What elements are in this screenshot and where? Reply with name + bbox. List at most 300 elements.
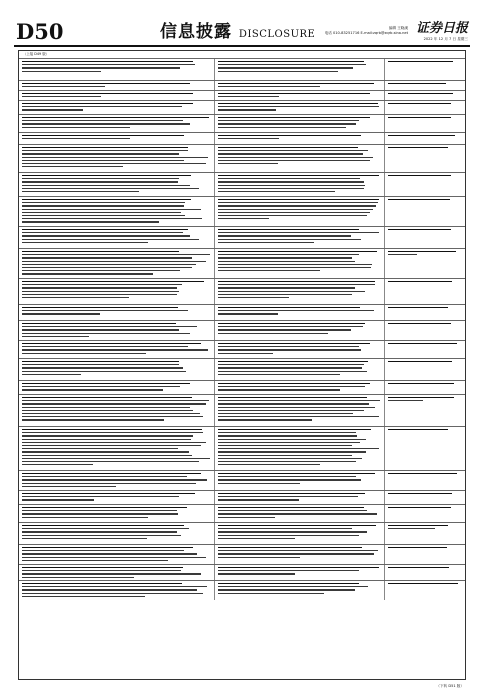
- text-line: [218, 403, 369, 404]
- text-line: [218, 64, 366, 65]
- text-line: [388, 343, 457, 344]
- text-line: [218, 239, 361, 240]
- text-line: [22, 464, 93, 465]
- text-line: [218, 367, 362, 368]
- text-line: [22, 361, 179, 362]
- text-line: [218, 185, 365, 186]
- text-line: [388, 507, 451, 508]
- shareholder-info-cell: [19, 249, 215, 278]
- text-line: [22, 135, 184, 136]
- text-line: [218, 294, 352, 295]
- table-row: [19, 304, 465, 320]
- text-line: [218, 419, 312, 420]
- shareholder-info-cell: [19, 133, 215, 144]
- text-line: [22, 147, 188, 148]
- text-line: [22, 83, 190, 84]
- text-line: [218, 123, 356, 124]
- table-row: [19, 196, 465, 226]
- table-row: [19, 100, 465, 114]
- text-line: [388, 583, 458, 584]
- text-line: [22, 593, 203, 594]
- text-line: [218, 109, 276, 110]
- text-line: [218, 209, 373, 210]
- text-line: [388, 135, 455, 136]
- editor-meta: [325, 26, 408, 36]
- text-line: [388, 93, 453, 94]
- text-line: [218, 270, 320, 271]
- text-line: [218, 535, 359, 536]
- shareholder-info-cell: [19, 279, 215, 304]
- text-line: [22, 64, 195, 65]
- text-line: [22, 232, 183, 233]
- text-line: [22, 242, 148, 243]
- text-line: [218, 499, 299, 500]
- text-line: [22, 586, 207, 587]
- text-line: [22, 573, 201, 574]
- text-line: [218, 445, 352, 446]
- table-row: [19, 544, 465, 564]
- text-line: [218, 435, 357, 436]
- text-line: [22, 547, 193, 548]
- text-line: [22, 313, 100, 314]
- header-rule: [14, 45, 470, 47]
- text-line: [218, 383, 370, 384]
- table-row: [19, 394, 465, 426]
- disclosure-info-cell: [215, 523, 385, 544]
- table-row: [19, 144, 465, 172]
- text-line: [22, 185, 190, 186]
- remark-cell: [385, 173, 465, 196]
- text-line: [22, 273, 153, 274]
- text-line: [22, 294, 177, 295]
- text-line: [218, 550, 378, 551]
- text-line: [218, 593, 324, 594]
- text-line: [22, 458, 210, 459]
- text-line: [218, 517, 275, 518]
- shareholder-info-cell: [19, 381, 215, 394]
- table-heading: （上接 D49 版）: [23, 52, 50, 56]
- text-line: [218, 254, 359, 255]
- text-line: [22, 577, 134, 578]
- disclosure-info-cell: [215, 581, 385, 600]
- text-line: [22, 483, 196, 484]
- remark-cell: [385, 341, 465, 358]
- shareholder-info-cell: [19, 359, 215, 380]
- text-line: [22, 218, 202, 219]
- remark-cell: [385, 133, 465, 144]
- text-line: [218, 346, 359, 347]
- text-line: [22, 476, 187, 477]
- text-line: [218, 476, 356, 477]
- shareholder-info-cell: [19, 395, 215, 426]
- text-line: [218, 202, 378, 203]
- table-row: [19, 504, 465, 522]
- text-line: [22, 202, 185, 203]
- text-line: [22, 367, 183, 368]
- text-line: [22, 583, 182, 584]
- text-line: [218, 232, 379, 233]
- text-line: [22, 513, 178, 514]
- text-line: [22, 435, 193, 436]
- text-line: [218, 510, 367, 511]
- text-line: [218, 407, 375, 408]
- page-number: D50: [16, 19, 64, 44]
- text-line: [22, 510, 177, 511]
- disclosure-info-cell: [215, 173, 385, 196]
- text-line: [218, 547, 362, 548]
- text-line: [22, 254, 210, 255]
- text-line: [388, 528, 435, 529]
- text-line: [218, 455, 352, 456]
- text-line: [22, 507, 187, 508]
- text-line: [22, 323, 176, 324]
- text-line: [218, 229, 359, 230]
- table-row: [19, 320, 465, 340]
- text-line: [388, 429, 448, 430]
- disclosure-info-cell: [215, 197, 385, 226]
- text-line: [218, 147, 358, 148]
- text-line: [22, 267, 192, 268]
- text-line: [22, 403, 206, 404]
- remark-cell: [385, 395, 465, 426]
- disclosure-table: [18, 50, 466, 680]
- text-line: [218, 400, 380, 401]
- text-line: [22, 191, 139, 192]
- text-line: [218, 448, 379, 449]
- text-line: [22, 215, 185, 216]
- text-line: [22, 496, 179, 497]
- text-line: [218, 150, 368, 151]
- remark-cell: [385, 359, 465, 380]
- text-line: [22, 329, 179, 330]
- text-line: [218, 93, 370, 94]
- text-line: [218, 181, 364, 182]
- remark-cell: [385, 491, 465, 504]
- text-line: [218, 361, 368, 362]
- text-line: [218, 117, 370, 118]
- text-line: [22, 473, 201, 474]
- text-line: [22, 445, 201, 446]
- remark-cell: [385, 565, 465, 580]
- text-line: [22, 553, 197, 554]
- text-line: [218, 479, 361, 480]
- disclosure-info-cell: [215, 133, 385, 144]
- table-row: [19, 132, 465, 144]
- remark-cell: [385, 581, 465, 600]
- text-line: [218, 251, 377, 252]
- shareholder-info-cell: [19, 471, 215, 490]
- text-line: [22, 432, 203, 433]
- text-line: [388, 383, 454, 384]
- shareholder-info-cell: [19, 59, 215, 80]
- table-row: [19, 580, 465, 600]
- disclosure-info-cell: [215, 395, 385, 426]
- text-line: [22, 284, 182, 285]
- text-line: [22, 61, 193, 62]
- text-line: [22, 455, 192, 456]
- shareholder-info-cell: [19, 81, 215, 90]
- text-line: [218, 493, 365, 494]
- disclosure-info-cell: [215, 227, 385, 248]
- text-line: [218, 178, 360, 179]
- disclosure-info-cell: [215, 565, 385, 580]
- text-line: [22, 157, 208, 158]
- section-title-en: DISCLOSURE: [238, 29, 316, 40]
- text-line: [218, 397, 367, 398]
- text-line: [388, 83, 446, 84]
- text-line: [388, 229, 451, 230]
- table-row: [19, 380, 465, 394]
- disclosure-info-cell: [215, 471, 385, 490]
- shareholder-info-cell: [19, 227, 215, 248]
- text-line: [218, 71, 338, 72]
- text-line: [22, 374, 81, 375]
- text-line: [22, 96, 101, 97]
- text-line: [218, 513, 377, 514]
- text-line: [22, 364, 179, 365]
- text-line: [22, 205, 184, 206]
- text-line: [218, 106, 379, 107]
- continuation-note: （下转 D51 版）: [436, 684, 464, 688]
- text-line: [22, 531, 177, 532]
- text-line: [218, 410, 364, 411]
- disclosure-info-cell: [215, 427, 385, 470]
- text-line: [22, 397, 192, 398]
- text-line: [218, 439, 366, 440]
- table-row: [19, 172, 465, 196]
- text-line: [218, 264, 372, 265]
- text-line: [388, 117, 451, 118]
- shareholder-info-cell: [19, 581, 215, 600]
- shareholder-info-cell: [19, 173, 215, 196]
- remark-cell: [385, 523, 465, 544]
- text-line: [218, 67, 353, 68]
- text-line: [218, 429, 371, 430]
- text-line: [218, 461, 356, 462]
- text-line: [22, 103, 193, 104]
- text-line: [218, 242, 314, 243]
- text-line: [218, 287, 355, 288]
- disclosure-info-cell: [215, 115, 385, 132]
- text-line: [388, 61, 453, 62]
- shareholder-info-cell: [19, 491, 215, 504]
- text-line: [388, 251, 456, 252]
- text-line: [22, 257, 192, 258]
- text-line: [22, 343, 201, 344]
- text-line: [22, 307, 178, 308]
- text-line: [388, 175, 451, 176]
- text-line: [22, 486, 116, 487]
- text-line: [22, 150, 188, 151]
- text-line: [218, 525, 376, 526]
- text-line: [388, 361, 452, 362]
- text-line: [22, 270, 180, 271]
- text-line: [22, 353, 146, 354]
- text-line: [218, 138, 279, 139]
- disclosure-info-cell: [215, 341, 385, 358]
- text-line: [218, 374, 340, 375]
- text-line: [22, 413, 200, 414]
- text-line: [22, 127, 130, 128]
- text-line: [388, 281, 452, 282]
- text-line: [22, 517, 148, 518]
- text-line: [22, 570, 181, 571]
- text-line: [218, 313, 278, 314]
- text-line: [218, 284, 375, 285]
- text-line: [22, 239, 199, 240]
- table-row: [19, 522, 465, 544]
- text-line: [218, 96, 279, 97]
- shareholder-info-cell: [19, 505, 215, 522]
- remark-cell: [385, 471, 465, 490]
- text-line: [218, 349, 361, 350]
- text-line: [22, 261, 206, 262]
- text-line: [22, 93, 193, 94]
- text-line: [218, 364, 364, 365]
- text-line: [218, 281, 375, 282]
- remark-cell: [385, 505, 465, 522]
- table-row: [19, 58, 465, 80]
- text-line: [218, 215, 367, 216]
- text-line: [22, 596, 145, 597]
- text-line: [218, 458, 362, 459]
- remark-cell: [385, 227, 465, 248]
- text-line: [218, 291, 365, 292]
- remark-cell: [385, 81, 465, 90]
- table-row: [19, 426, 465, 470]
- shareholder-info-cell: [19, 523, 215, 544]
- text-line: [388, 199, 450, 200]
- disclosure-info-cell: [215, 321, 385, 340]
- remark-cell: [385, 101, 465, 114]
- text-line: [218, 589, 355, 590]
- text-line: [218, 333, 328, 334]
- text-line: [218, 257, 352, 258]
- remark-cell: [385, 115, 465, 132]
- shareholder-info-cell: [19, 565, 215, 580]
- text-line: [22, 117, 209, 118]
- disclosure-info-cell: [215, 91, 385, 100]
- disclosure-info-cell: [215, 381, 385, 394]
- remark-cell: [385, 305, 465, 320]
- text-line: [22, 86, 105, 87]
- text-line: [218, 353, 273, 354]
- text-line: [22, 264, 196, 265]
- table-row: [19, 226, 465, 248]
- text-line: [218, 451, 366, 452]
- text-line: [218, 329, 351, 330]
- remark-cell: [385, 321, 465, 340]
- text-line: [22, 235, 190, 236]
- text-line: [218, 61, 364, 62]
- text-line: [22, 479, 207, 480]
- remark-cell: [385, 197, 465, 226]
- text-line: [22, 416, 203, 417]
- newspaper-logo: 证券日报: [415, 21, 468, 36]
- text-line: [22, 123, 190, 124]
- text-line: [22, 287, 177, 288]
- text-line: [22, 400, 209, 401]
- text-line: [218, 212, 370, 213]
- text-line: [22, 560, 168, 561]
- text-line: [22, 442, 206, 443]
- text-line: [218, 583, 359, 584]
- disclosure-info-cell: [215, 305, 385, 320]
- table-row: [19, 340, 465, 358]
- remark-cell: [385, 545, 465, 564]
- text-line: [22, 419, 164, 420]
- disclosure-info-cell: [215, 249, 385, 278]
- table-row: [19, 358, 465, 380]
- text-line: [218, 83, 374, 84]
- text-line: [218, 416, 379, 417]
- table-row: [19, 80, 465, 90]
- text-line: [22, 386, 180, 387]
- text-line: [218, 371, 367, 372]
- text-line: [218, 432, 356, 433]
- text-line: [218, 323, 365, 324]
- text-line: [22, 499, 94, 500]
- disclosure-info-cell: [215, 359, 385, 380]
- text-line: [218, 442, 360, 443]
- editor-contact: 电话 010-83251716 E-mail:zqrb@zqrb.sina.net: [324, 31, 408, 35]
- disclosure-info-cell: [215, 279, 385, 304]
- disclosure-info-cell: [215, 491, 385, 504]
- text-line: [22, 493, 195, 494]
- text-line: [388, 254, 417, 255]
- shareholder-info-cell: [19, 91, 215, 100]
- shareholder-info-cell: [19, 145, 215, 172]
- text-line: [22, 120, 183, 121]
- text-line: [218, 235, 351, 236]
- text-line: [22, 349, 208, 350]
- remark-cell: [385, 249, 465, 278]
- disclosure-info-cell: [215, 545, 385, 564]
- text-line: [22, 410, 193, 411]
- shareholder-info-cell: [19, 305, 215, 320]
- shareholder-info-cell: [19, 341, 215, 358]
- text-line: [22, 297, 129, 298]
- text-line: [218, 135, 361, 136]
- disclosure-info-cell: [215, 101, 385, 114]
- disclosure-info-cell: [215, 505, 385, 522]
- text-line: [218, 343, 370, 344]
- text-line: [22, 109, 83, 110]
- text-line: [218, 103, 378, 104]
- text-line: [218, 389, 340, 390]
- text-line: [218, 160, 370, 161]
- text-line: [22, 461, 199, 462]
- shareholder-info-cell: [19, 197, 215, 226]
- text-line: [22, 525, 184, 526]
- text-line: [22, 336, 89, 337]
- text-line: [218, 531, 367, 532]
- text-line: [22, 448, 178, 449]
- text-line: [22, 429, 202, 430]
- text-line: [388, 493, 452, 494]
- text-line: [22, 229, 188, 230]
- text-line: [218, 496, 358, 497]
- shareholder-info-cell: [19, 115, 215, 132]
- text-line: [22, 383, 190, 384]
- text-line: [22, 310, 188, 311]
- text-line: [218, 199, 379, 200]
- text-line: [218, 528, 352, 529]
- text-line: [218, 586, 368, 587]
- table-row: [19, 490, 465, 504]
- text-line: [218, 386, 365, 387]
- text-line: [388, 400, 423, 401]
